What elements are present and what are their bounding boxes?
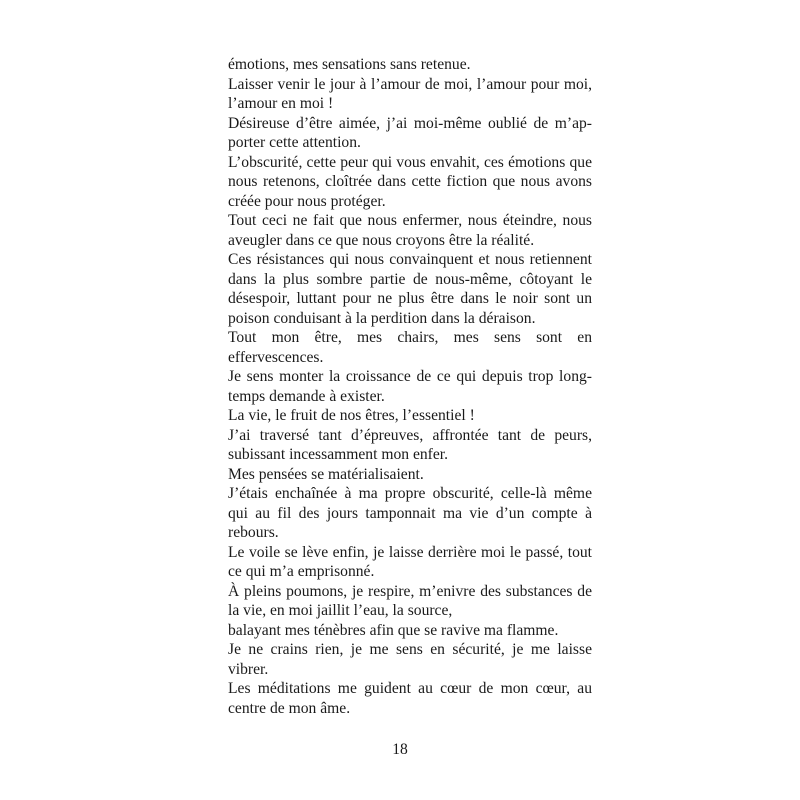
paragraph: J’ai traversé tant d’épreuves, affrontée tant de peurs, subissant incessamment mon enfer. (228, 426, 592, 463)
body-text (228, 55, 592, 718)
paragraph: Ces résistances qui nous convainquent et nous retiennent dans la plus sombre partie de nous-même, côtoyant le désespoir, luttant pour ne plus être dans le noir sont un poison conduisant à la perdition dans la déraison. (228, 251, 592, 327)
page-number: 18 (392, 741, 408, 758)
paragraph: Tout ceci ne fait que nous enfermer, nous éteindre, nous aveugler dans ce que nous croyons être la réalité. (228, 212, 592, 249)
paragraph: Tout mon être, mes chairs, mes sens sont en effervescences. (228, 329, 592, 366)
paragraph: Désireuse d’être aimée, j’ai moi-même oublié de m’apporter cette attention. (228, 114, 592, 151)
paragraph: Les méditations me guident au cœur de mon cœur, au centre de mon âme. (228, 680, 592, 717)
paragraph: Laisser venir le jour à l’amour de moi, l’amour pour moi, l’amour en moi ! (228, 75, 592, 112)
paragraph: Je ne crains rien, je me sens en sécurité, je me laisse vibrer. (228, 641, 592, 678)
paragraph: Mes pensées se matérialisaient. (228, 465, 424, 483)
paragraph: À pleins poumons, je respire, m’enivre des substances de la vie, en moi jaillit l’eau, la source, (228, 582, 592, 619)
paragraph: émotions, mes sensations sans retenue. (228, 56, 471, 73)
paragraph: J’étais enchaînée à ma propre obscurité, celle-là même qui au fil des jours tamponnait ma vie d’un compte à rebours. (228, 485, 592, 541)
paragraph: Le voile se lève enfin, je laisse derrière moi le passé, tout ce qui m’a emprisonné. (228, 543, 592, 580)
paragraph: balayant mes ténèbres afin que se ravive ma flamme. (228, 621, 559, 639)
paragraph: L’obscurité, cette peur qui vous envahit, ces émotions que nous retenons, cloîtrée dans cette fiction que nous avons créée pour nous protéger. (228, 153, 592, 210)
paragraph: La vie, le fruit de nos êtres, l’essentiel ! (228, 407, 475, 424)
paragraph: Je sens monter la croissance de ce qui depuis trop longtemps demande à exister. (228, 368, 592, 405)
